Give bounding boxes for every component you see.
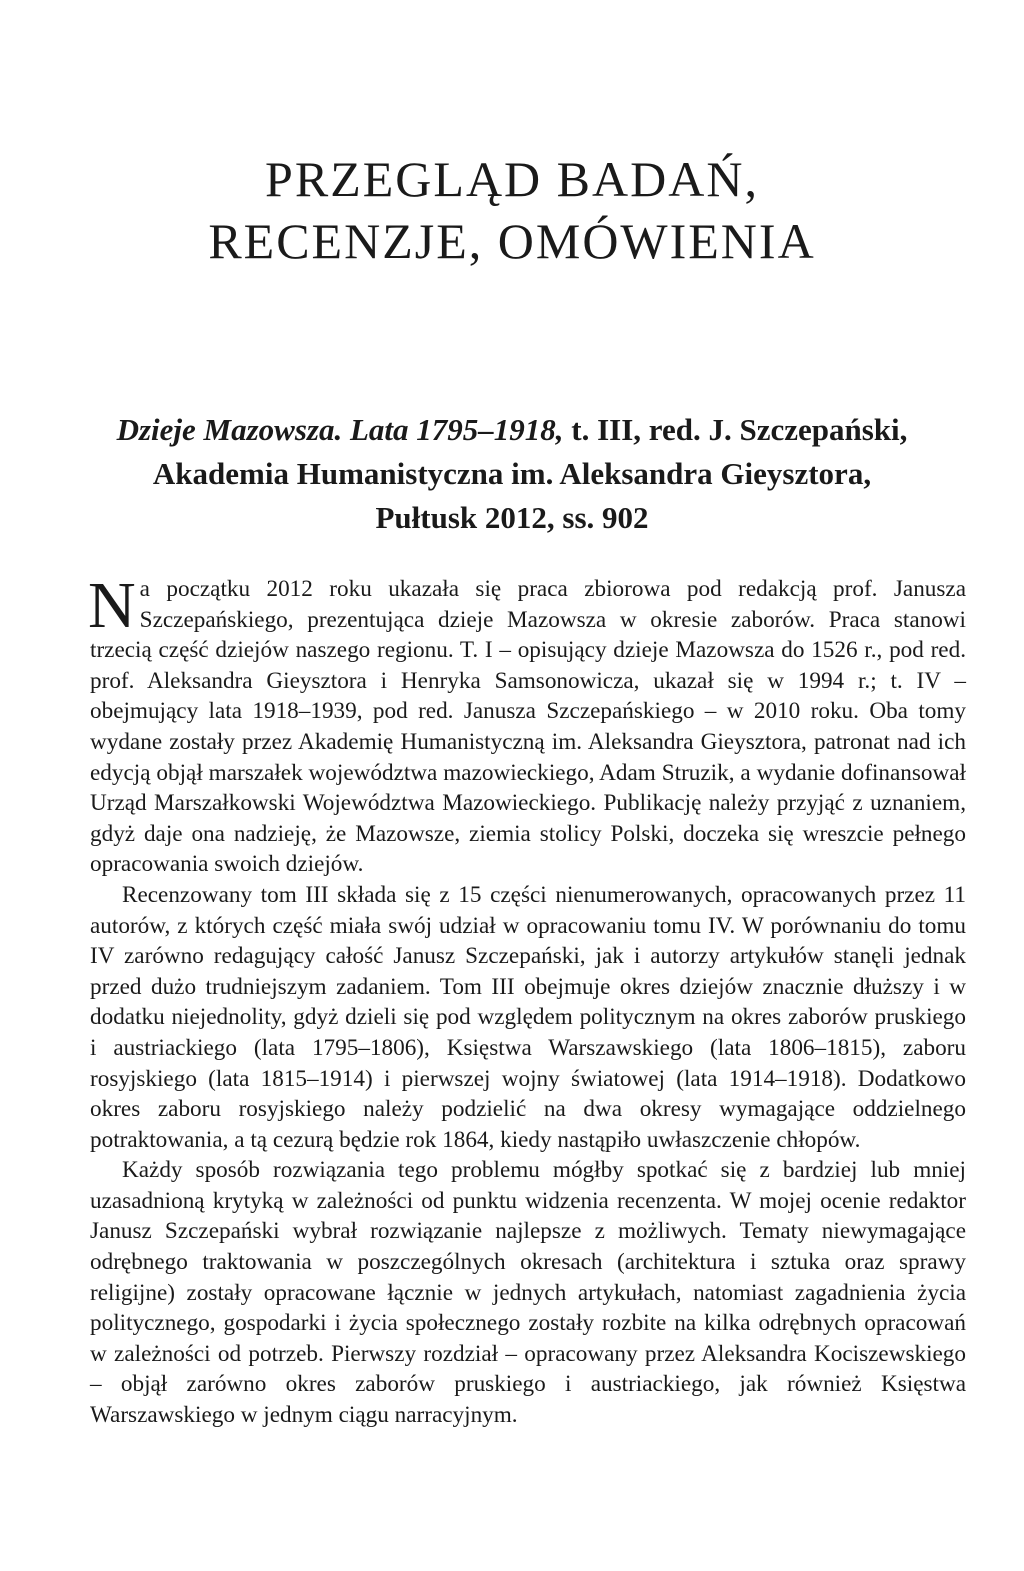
section-heading — [0, 148, 1024, 272]
paragraph-2: Recenzowany tom III składa się z 15 części nienumerowanych, opracowanych przez 11 autorów, z których część miała swój udział w opracowaniu tomu IV. W porównaniu do tomu IV zarówno redagujący całość Janusz Szczepański, jak i autorzy artykułów stanęli jednak przed dużo trudniejszym zadaniem. Tom III obejmuje okres dziejów znacznie dłuższy i w dodatku niejednolity, gdyż dzieli się pod względem politycznym na okres zaborów pruskiego i austriackiego (lata 1795–1806), Księstwa Warszawskiego (lata 1806–1815), zaboru rosyjskiego (lata 1815–1914) i pierwszej wojny światowej (lata 1914–1918). Dodatkowo okres zaboru rosyjskiego należy podzielić na dwa okresy wymagające oddzielnego potraktowania, a tą cezurą będzie rok 1864, kiedy nastąpiło uwłaszczenie chłopów. — [90, 881, 966, 1153]
book-place-year-pages: Pułtusk 2012, ss. 902 — [375, 500, 649, 535]
drop-cap: N — [88, 569, 136, 642]
section-heading-line-2: RECENZJE, OMÓWIENIA — [208, 213, 816, 269]
book-citation — [70, 408, 954, 540]
book-publisher: Akademia Humanistyczna im. Aleksandra Gieysztora, — [152, 456, 872, 491]
paragraph-1-text: a początku 2012 roku ukazała się praca zbiorowa pod redakcją prof. Janusza Szczepańskiego, prezentująca dzieje Mazowsza w okresie zaborów. Praca stanowi trzecią część dziejów naszego regionu. T. I – opisujący dzieje Mazowsza do 1526 r., pod red. prof. Aleksandra Gieysztora i Henryka Samsonowicza, ukazał się w 1994 r.; t. IV – obejmujący lata 1918–1939, pod red. Janusza Szczepańskiego – w 2010 roku. Oba tomy wydane zostały przez Akademię Humanistyczną im. Aleksandra Gieysztora, patronat nad ich edycją objął marszałek województwa mazowieckiego, Adam Struzik, a wydanie dofinansował Urząd Marszałkowski Województwa Mazowieckiego. Publikację należy przyjąć z uznaniem, gdyż daje ona nadzieję, że Mazowsze, ziemia stolicy Polski, doczeka się wreszcie pełnego opracowania swoich dziejów. — [90, 576, 966, 878]
section-heading-line-1: PRZEGLĄD BADAŃ, — [265, 151, 759, 207]
review-body — [88, 569, 966, 1431]
book-volume-editor: t. III, red. J. Szczepański, — [563, 412, 908, 447]
book-citation-line-1 — [70, 408, 954, 452]
paragraph-1 — [88, 569, 966, 880]
book-title: Dzieje Mazowsza. Lata 1795–1918, — [116, 412, 564, 447]
paragraph-3: Każdy sposób rozwiązania tego problemu mógłby spotkać się z bardziej lub mniej uzasadnioną krytyką w zależności od punktu widzenia recenzenta. W mojej ocenie redaktor Janusz Szczepański wybrał rozwiązanie najlepsze z możliwych. Tematy niewymagające odrębnego traktowania w poszczególnych okresach (architektura i sztuka oraz sprawy religijne) zostały opracowane łącznie w jednych artykułach, natomiast zagadnienia życia politycznego, gospodarki i życia społecznego zostały rozbite na kilka odrębnych opracowań w zależności od potrzeb. Pierwszy rozdział – opracowany przez Aleksandra Kociszewskiego – objął zarówno okres zaborów pruskiego i austriackiego, jak również Księstwa Warszawskiego w jednym ciągu narracyjnym. — [90, 1157, 966, 1429]
